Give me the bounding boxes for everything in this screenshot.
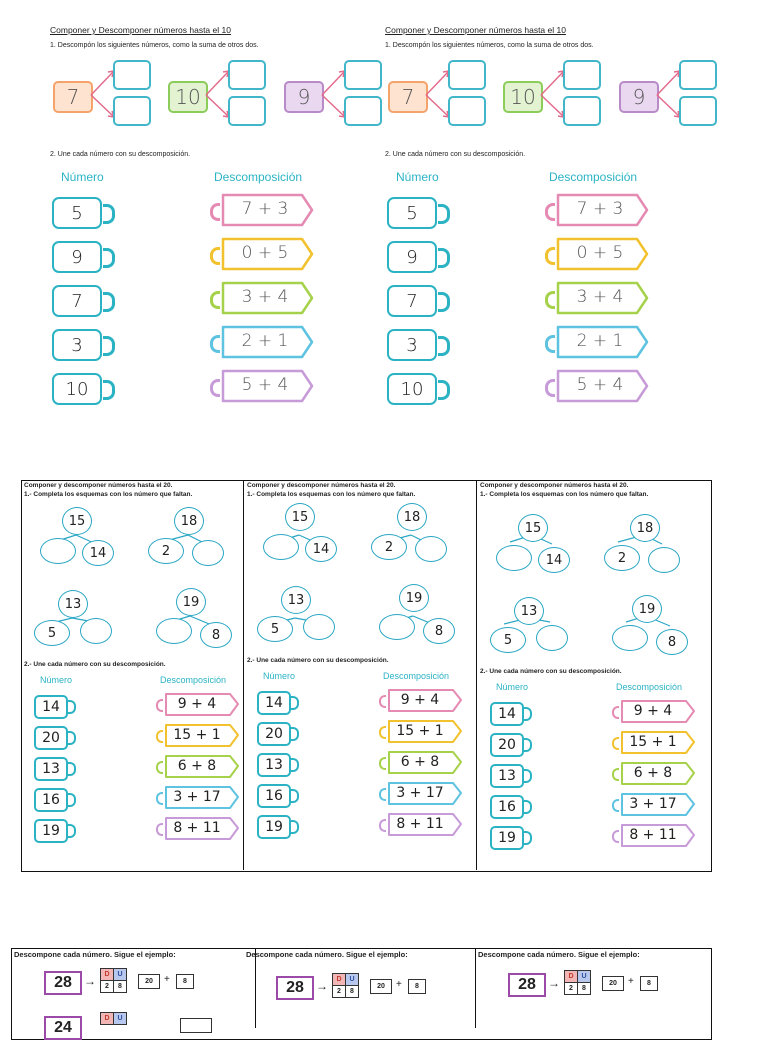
connector-dot[interactable] <box>545 203 555 221</box>
unidades-value: 8 <box>113 980 127 993</box>
decomposition-tag: 9 + 4 <box>177 696 217 712</box>
numero-tag: 20 <box>490 733 524 757</box>
answer-box-top[interactable] <box>448 60 486 90</box>
partial-number-box: 24 <box>44 1016 82 1040</box>
numero-header: Número <box>396 170 439 184</box>
scheme-top-circle: 15 <box>518 514 548 542</box>
numero-tag: 14 <box>34 695 68 719</box>
scheme-right-circle[interactable]: 14 <box>305 536 337 562</box>
decenas-label: D <box>332 973 346 986</box>
connector-dot[interactable] <box>379 757 386 770</box>
connector-dot[interactable] <box>612 830 619 843</box>
decomposition-tag: 5 + 4 <box>576 375 624 395</box>
connector-dot[interactable] <box>156 823 163 836</box>
scheme-left-circle[interactable]: 2 <box>148 538 184 564</box>
answer-box-bottom[interactable] <box>679 96 717 126</box>
panel-divider <box>475 948 476 1028</box>
scheme-top-circle: 19 <box>632 595 662 623</box>
decomposition-tag: 8 + 11 <box>173 820 221 836</box>
connector-dot[interactable] <box>103 336 115 356</box>
decomposition-tag: 3 + 17 <box>173 789 221 805</box>
decenas-label: D <box>100 1012 114 1025</box>
scheme-right-circle[interactable]: 14 <box>538 547 570 573</box>
tens-sum-box: 20 <box>602 976 624 991</box>
tens-sum-box: 20 <box>138 974 160 989</box>
connector-dot[interactable] <box>438 380 450 400</box>
connector-dot[interactable] <box>612 768 619 781</box>
decomposition-tag: 15 + 1 <box>629 734 677 750</box>
numero-tag: 16 <box>257 784 291 808</box>
section2-instruction-1: 1.- Completa los esquemas con los número que faltan. <box>247 491 416 498</box>
numero-header: Número <box>263 671 296 681</box>
scheme-right-circle[interactable]: 8 <box>423 618 455 644</box>
numero-header: Número <box>61 170 104 184</box>
unidades-label: U <box>113 1012 127 1025</box>
connector-dot[interactable] <box>379 819 386 832</box>
split-number-box: 10 <box>503 81 543 113</box>
decomposition-tag: 15 + 1 <box>396 723 444 739</box>
scheme-right-circle[interactable]: 8 <box>200 622 232 648</box>
scheme-right-circle[interactable]: 14 <box>82 540 114 566</box>
numero-tag: 9 <box>52 241 102 273</box>
scheme-top-circle: 15 <box>62 507 92 535</box>
scheme-lines <box>0 0 240 130</box>
scheme-right-circle[interactable] <box>80 618 112 644</box>
section2-instruction-2: 2.- Une cada número con su descomposición. <box>480 668 622 675</box>
split-number-box: 9 <box>619 81 659 113</box>
scheme-top-circle: 18 <box>630 514 660 542</box>
answer-box-top[interactable] <box>344 60 382 90</box>
unidades-value: 8 <box>345 985 359 998</box>
descomposicion-header: Descomposición <box>214 170 303 184</box>
answer-box-top[interactable] <box>563 60 601 90</box>
answer-box-bottom[interactable] <box>563 96 601 126</box>
section3-title: Descompone cada número. Sigue el ejemplo: <box>246 950 408 959</box>
decomposition-tag: 8 + 11 <box>629 827 677 843</box>
section3-title: Descompone cada número. Sigue el ejemplo: <box>478 950 640 959</box>
decomposition-tag: 6 + 8 <box>633 765 673 781</box>
section2-frame <box>21 480 712 872</box>
numero-tag: 13 <box>34 757 68 781</box>
connector-dot[interactable] <box>210 291 220 309</box>
scheme-top-circle: 13 <box>58 590 88 618</box>
panel-divider <box>243 480 244 870</box>
connector-dot[interactable] <box>612 737 619 750</box>
answer-box-bottom[interactable] <box>344 96 382 126</box>
units-sum-box: 8 <box>176 974 194 989</box>
unidades-label: U <box>345 973 359 986</box>
split-number-box: 10 <box>168 81 208 113</box>
connector-dot[interactable] <box>103 248 115 268</box>
split-number-box: 7 <box>53 81 93 113</box>
decomposition-tag: 3 + 4 <box>241 287 289 307</box>
connector-dot[interactable] <box>379 788 386 801</box>
connector-dot[interactable] <box>156 792 163 805</box>
example-number-box: 28 <box>276 976 314 1000</box>
connector-dot[interactable] <box>438 204 450 224</box>
plus-sign: + <box>628 976 634 987</box>
units-sum-box: 8 <box>640 976 658 991</box>
panel-divider <box>255 948 256 1028</box>
split-number-box: 7 <box>388 81 428 113</box>
connector-dot[interactable] <box>103 204 115 224</box>
connector-dot[interactable] <box>545 335 555 353</box>
answer-box-bottom[interactable] <box>448 96 486 126</box>
arrow-icon: → <box>84 974 96 988</box>
scheme-top-circle: 19 <box>176 588 206 616</box>
connector-dot[interactable] <box>210 335 220 353</box>
numero-tag: 20 <box>257 722 291 746</box>
connector-dot[interactable] <box>438 248 450 268</box>
answer-box-top[interactable] <box>679 60 717 90</box>
example-number-box: 28 <box>508 973 546 997</box>
scheme-left-circle[interactable]: 5 <box>490 627 526 653</box>
connector-dot[interactable] <box>156 730 163 743</box>
decomposition-tag: 7 + 3 <box>241 199 289 219</box>
decomposition-tag: 0 + 5 <box>241 243 289 263</box>
scheme-right-circle[interactable]: 8 <box>656 629 688 655</box>
section2-title: Componer y descomponer números hasta el 20. <box>247 482 396 489</box>
descomposicion-header: Descomposición <box>616 682 683 692</box>
panel-divider <box>476 480 477 870</box>
connector-dot[interactable] <box>210 203 220 221</box>
section2-title: Componer y descomponer números hasta el 20. <box>480 482 629 489</box>
numero-tag: 14 <box>257 691 291 715</box>
numero-tag: 7 <box>387 285 437 317</box>
numero-tag: 5 <box>52 197 102 229</box>
numero-tag: 10 <box>387 373 437 405</box>
decomposition-tag: 7 + 3 <box>576 199 624 219</box>
scheme-top-circle: 13 <box>281 586 311 614</box>
decenas-value: 2 <box>564 982 578 995</box>
numero-tag: 9 <box>387 241 437 273</box>
decenas-value: 2 <box>332 985 346 998</box>
decomposition-tag: 2 + 1 <box>576 331 624 351</box>
decomposition-tag: 9 + 4 <box>400 692 440 708</box>
decomposition-tag: 9 + 4 <box>633 703 673 719</box>
decomposition-tag: 3 + 4 <box>576 287 624 307</box>
unidades-label: U <box>113 968 127 981</box>
numero-tag: 13 <box>490 764 524 788</box>
decomposition-tag: 6 + 8 <box>177 758 217 774</box>
decenas-label: D <box>564 970 578 983</box>
scheme-left-circle[interactable] <box>40 538 76 564</box>
section1-title: Componer y Descomponer números hasta el 10 <box>50 25 231 35</box>
scheme-top-circle: 19 <box>399 584 429 612</box>
scheme-left-circle[interactable]: 2 <box>604 545 640 571</box>
numero-tag: 14 <box>490 702 524 726</box>
descomposicion-header: Descomposición <box>383 671 450 681</box>
connector-dot[interactable] <box>612 706 619 719</box>
scheme-right-circle[interactable] <box>192 540 224 566</box>
scheme-left-circle[interactable]: 5 <box>34 620 70 646</box>
connector-dot[interactable] <box>379 726 386 739</box>
section1-instruction-1: 1. Descompón los siguientes números, como la suma de otros dos. <box>385 42 594 49</box>
decomposition-tag: 8 + 11 <box>396 816 444 832</box>
unidades-value: 8 <box>577 982 591 995</box>
scheme-top-circle: 13 <box>514 597 544 625</box>
connector-dot[interactable] <box>438 336 450 356</box>
section1-title: Componer y Descomponer números hasta el 10 <box>385 25 566 35</box>
scheme-left-circle[interactable] <box>612 625 648 651</box>
scheme-left-circle[interactable] <box>263 534 299 560</box>
plus-sign: + <box>164 974 170 985</box>
scheme-right-circle[interactable] <box>648 547 680 573</box>
scheme-left-circle[interactable]: 2 <box>371 534 407 560</box>
scheme-right-circle[interactable] <box>415 536 447 562</box>
numero-header: Número <box>496 682 529 692</box>
tens-sum-box: 20 <box>370 979 392 994</box>
decomposition-tag: 3 + 17 <box>396 785 444 801</box>
scheme-top-circle: 15 <box>285 503 315 531</box>
decenas-label: D <box>100 968 114 981</box>
decomposition-tag: 0 + 5 <box>576 243 624 263</box>
unidades-label: U <box>577 970 591 983</box>
section2-instruction-1: 1.- Completa los esquemas con los número que faltan. <box>480 491 649 498</box>
numero-tag: 3 <box>52 329 102 361</box>
decomposition-tag: 2 + 1 <box>241 331 289 351</box>
scheme-right-circle[interactable] <box>303 614 335 640</box>
plus-sign: + <box>396 979 402 990</box>
numero-tag: 16 <box>490 795 524 819</box>
connector-dot[interactable] <box>156 761 163 774</box>
decomposition-tag: 6 + 8 <box>400 754 440 770</box>
section2-instruction-1: 1.- Completa los esquemas con los número que faltan. <box>24 491 193 498</box>
arrow-icon: → <box>548 976 560 990</box>
numero-tag: 3 <box>387 329 437 361</box>
connector-dot[interactable] <box>379 695 386 708</box>
scheme-left-circle[interactable]: 5 <box>257 616 293 642</box>
scheme-left-circle[interactable] <box>379 614 415 640</box>
scheme-top-circle: 18 <box>397 503 427 531</box>
scheme-left-circle[interactable] <box>156 618 192 644</box>
connector-dot[interactable] <box>438 292 450 312</box>
connector-dot[interactable] <box>545 379 555 397</box>
numero-tag: 5 <box>387 197 437 229</box>
numero-tag: 7 <box>52 285 102 317</box>
numero-tag: 19 <box>34 819 68 843</box>
section1-instruction-1: 1. Descompón los siguientes números, como la suma de otros dos. <box>50 42 259 49</box>
connector-dot[interactable] <box>210 379 220 397</box>
section2-instruction-2: 2.- Une cada número con su descomposición. <box>247 657 389 664</box>
section3-frame <box>11 948 712 1040</box>
numero-header: Número <box>40 675 73 685</box>
section3-title: Descompone cada número. Sigue el ejemplo: <box>14 950 176 959</box>
connector-dot[interactable] <box>612 799 619 812</box>
numero-tag: 10 <box>52 373 102 405</box>
connector-dot[interactable] <box>545 291 555 309</box>
connector-dot[interactable] <box>210 247 220 265</box>
connector-dot[interactable] <box>103 292 115 312</box>
numero-tag: 19 <box>257 815 291 839</box>
numero-tag: 20 <box>34 726 68 750</box>
section1-instruction-2: 2. Une cada número con su descomposición. <box>50 151 191 158</box>
split-number-box: 9 <box>284 81 324 113</box>
scheme-top-circle: 18 <box>174 507 204 535</box>
arrow-icon: → <box>316 979 328 993</box>
section2-instruction-2: 2.- Une cada número con su descomposición. <box>24 661 166 668</box>
answer-box[interactable] <box>180 1018 212 1033</box>
decomposition-tag: 5 + 4 <box>241 375 289 395</box>
numero-tag: 19 <box>490 826 524 850</box>
scheme-right-circle[interactable] <box>536 625 568 651</box>
numero-tag: 16 <box>34 788 68 812</box>
connector-dot[interactable] <box>545 247 555 265</box>
example-number-box: 28 <box>44 971 82 995</box>
descomposicion-header: Descomposición <box>549 170 638 184</box>
decenas-value: 2 <box>100 980 114 993</box>
numero-tag: 13 <box>257 753 291 777</box>
section2-title: Componer y descomponer números hasta el 20. <box>24 482 173 489</box>
connector-dot[interactable] <box>103 380 115 400</box>
decomposition-tag: 3 + 17 <box>629 796 677 812</box>
connector-dot[interactable] <box>156 699 163 712</box>
scheme-left-circle[interactable] <box>496 545 532 571</box>
units-sum-box: 8 <box>408 979 426 994</box>
descomposicion-header: Descomposición <box>160 675 227 685</box>
section1-instruction-2: 2. Une cada número con su descomposición. <box>385 151 526 158</box>
decomposition-tag: 15 + 1 <box>173 727 221 743</box>
